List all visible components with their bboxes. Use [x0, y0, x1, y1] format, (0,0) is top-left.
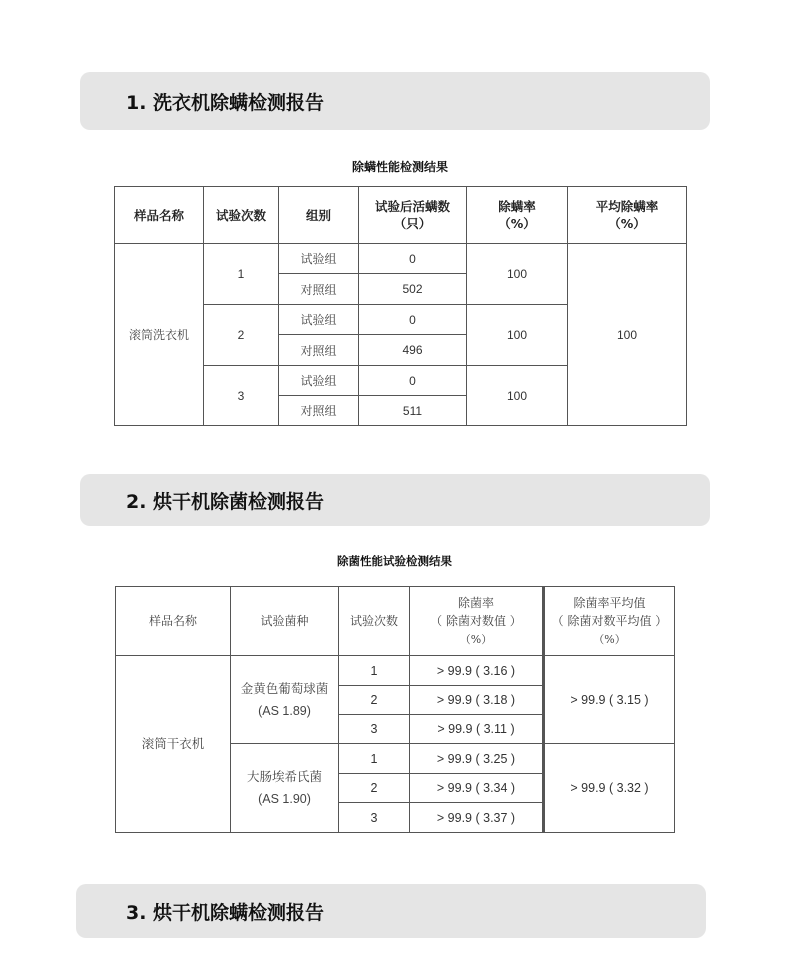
- rate-cell: > 99.9 ( 3.16 ): [410, 656, 544, 686]
- average-rate-cell: 100: [568, 244, 687, 426]
- group-cell: 对照组: [279, 274, 359, 305]
- table-1-caption: 除螨性能检测结果: [351, 160, 448, 174]
- group-cell: 对照组: [279, 335, 359, 366]
- mite-count-cell: 502: [359, 274, 467, 305]
- trial-number-cell: 1: [339, 744, 410, 774]
- strain-code: (AS 1.89): [258, 703, 311, 718]
- sample-name-cell: 滚筒洗衣机: [115, 244, 204, 426]
- group-cell: 试验组: [279, 366, 359, 396]
- rate-cell: > 99.9 ( 3.11 ): [410, 715, 544, 744]
- strain-cell: [231, 656, 339, 744]
- section-1-title: 1. 洗衣机除螨检测报告: [126, 91, 325, 114]
- mite-count-cell: 0: [359, 244, 467, 274]
- header-strain: 试验菌种: [231, 587, 339, 656]
- strain-name: 金黄色葡萄球菌: [240, 680, 329, 696]
- strain-cell: [231, 744, 339, 833]
- removal-rate-cell: 100: [467, 244, 568, 305]
- table-2-caption: 除菌性能试验检测结果: [337, 554, 452, 568]
- rate-cell: > 99.9 ( 3.37 ): [410, 803, 544, 833]
- header-average-rate: 平均除螨率 （%）: [568, 187, 687, 244]
- trial-number-cell: 1: [339, 656, 410, 686]
- header-group: 组别: [279, 187, 359, 244]
- sample-name-cell: 滚筒干衣机: [116, 656, 231, 833]
- removal-rate-cell: 100: [467, 366, 568, 426]
- mite-count-cell: 511: [359, 396, 467, 426]
- bacteria-removal-table: [115, 586, 675, 833]
- average-rate-cell: > 99.9 ( 3.32 ): [544, 744, 675, 833]
- trial-number-cell: 3: [339, 803, 410, 833]
- header-removal-rate: 除螨率 （%）: [467, 187, 568, 244]
- header-sample-name: 样品名称: [116, 587, 231, 656]
- trial-number-cell: 2: [339, 774, 410, 803]
- section-3-title: 3. 烘干机除螨检测报告: [126, 901, 325, 924]
- mite-count-cell: 496: [359, 335, 467, 366]
- group-cell: 对照组: [279, 396, 359, 426]
- trial-number-cell: 3: [339, 715, 410, 744]
- table-header-row: [115, 187, 687, 244]
- section-2-title: 2. 烘干机除菌检测报告: [126, 490, 325, 513]
- rate-cell: > 99.9 ( 3.25 ): [410, 744, 544, 774]
- trial-number-cell: 3: [204, 366, 279, 426]
- mite-count-cell: 0: [359, 366, 467, 396]
- removal-rate-cell: 100: [467, 305, 568, 366]
- header-trial-count: 试验次数: [204, 187, 279, 244]
- table-header-row: [116, 587, 675, 656]
- group-cell: 试验组: [279, 244, 359, 274]
- mite-removal-table: [114, 186, 687, 426]
- strain-code: (AS 1.90): [258, 792, 311, 806]
- mite-count-cell: 0: [359, 305, 467, 335]
- strain-name: 大肠埃希氏菌: [246, 769, 322, 784]
- trial-number-cell: 2: [339, 686, 410, 715]
- header-trial-count: 试验次数: [339, 587, 410, 656]
- trial-number-cell: 2: [204, 305, 279, 366]
- rate-cell: > 99.9 ( 3.18 ): [410, 686, 544, 715]
- rate-cell: > 99.9 ( 3.34 ): [410, 774, 544, 803]
- average-rate-cell: > 99.9 ( 3.15 ): [544, 656, 675, 744]
- trial-number-cell: 1: [204, 244, 279, 305]
- header-average-rate: 除菌率平均值 （ 除菌对数平均值 ） （%）: [544, 587, 675, 656]
- section-3-header: [76, 884, 706, 938]
- table-row: [116, 656, 675, 686]
- header-sample-name: 样品名称: [115, 187, 204, 244]
- header-removal-rate: 除菌率 （ 除菌对数值 ） （%）: [410, 587, 544, 656]
- header-live-mites: 试验后活螨数 （只）: [359, 187, 467, 244]
- table-row: [115, 244, 687, 274]
- group-cell: 试验组: [279, 305, 359, 335]
- section-2-header: [80, 474, 710, 526]
- section-1-header: [80, 72, 710, 130]
